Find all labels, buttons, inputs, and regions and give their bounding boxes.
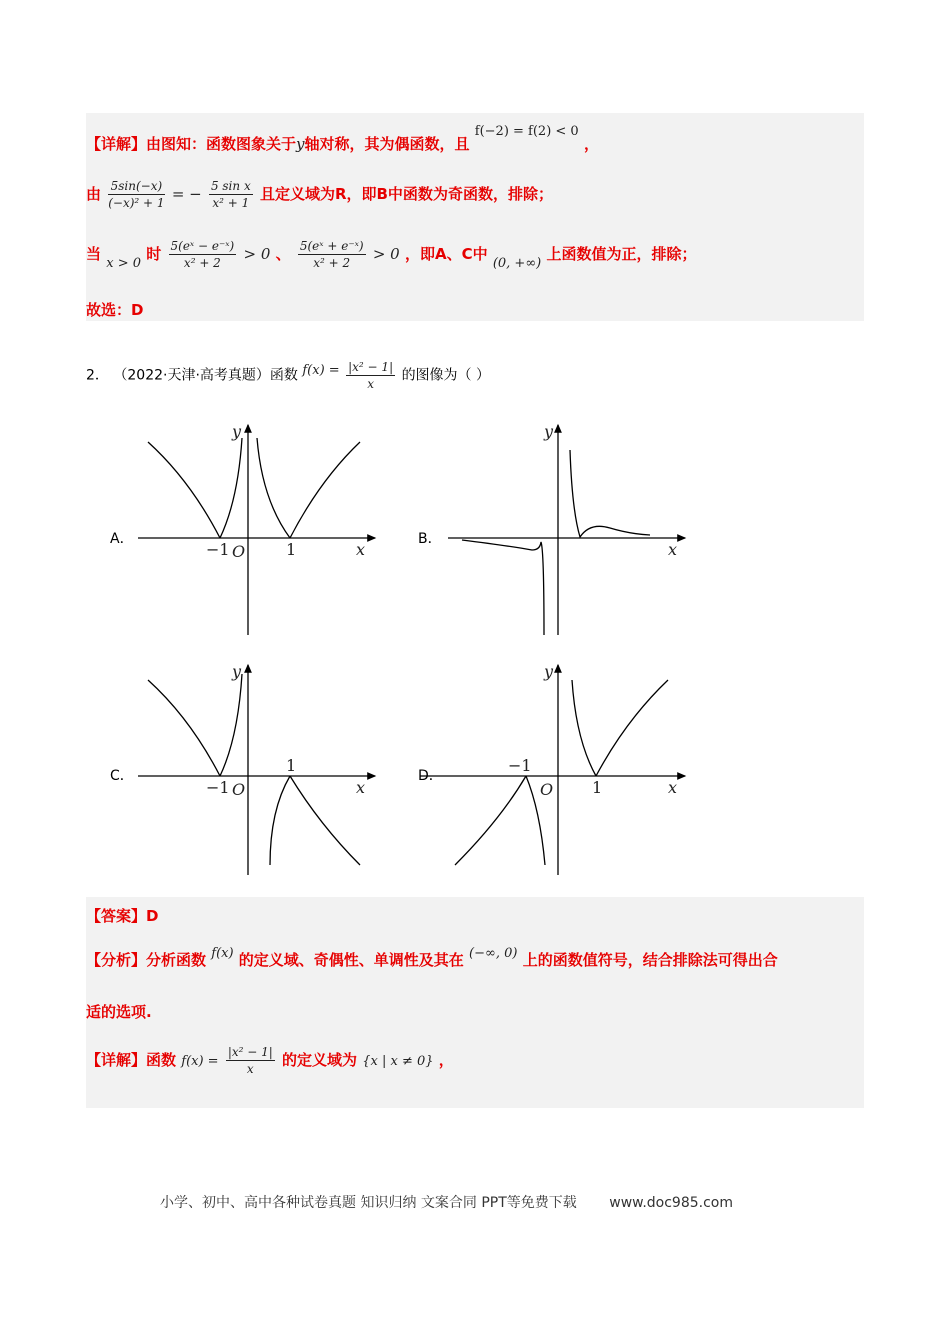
x-label: x xyxy=(356,778,366,797)
solution-line-4: 故选：D xyxy=(86,301,144,319)
solution-box-2 xyxy=(86,897,864,1108)
option-d-label[interactable]: D． xyxy=(418,768,443,784)
y-label: y xyxy=(544,662,554,681)
curve xyxy=(290,776,360,865)
y-label: y xyxy=(544,422,554,441)
solution-line-3: 当 x > 0 时 $\frac{\text{5(eˣ − e⁻ˣ)}}{\text{x² + 2}}$ > 0 、 $\frac{\text{5(eˣ + e⁻ˣ)}}{\text{x² + 2}}$ > 0 ，即A、C中 (0, +∞) 上函数值为正，排除； xyxy=(86,239,697,271)
tick-1: 1 xyxy=(286,756,297,775)
graph-d[interactable] xyxy=(440,660,700,880)
tick-neg1: −1 xyxy=(508,756,532,775)
answer-line: 【答案】D xyxy=(86,907,159,925)
curve xyxy=(596,680,668,776)
graph-b-svg xyxy=(440,420,700,640)
curve xyxy=(270,776,290,865)
origin-label: O xyxy=(540,780,554,799)
curve xyxy=(572,680,596,776)
option-a-label[interactable]: A． xyxy=(110,531,134,547)
math-inline: f(−2) = f(2) < 0 xyxy=(474,124,579,139)
detail-line: 【详解】函数 f(x) = $\frac{\text{|x² − 1|}}{x}$ 的定义域为 {x | x ≠ 0} ， xyxy=(86,1045,454,1076)
solution-line-2: 由 $\frac{5\sin(-x)}{\text{(−x)² + 1}}$ = − $\frac{\text{5 sin x}}{\text{x² + 1}}$ 且定义域为R，即B中函数为奇函数，排除； xyxy=(86,179,553,210)
curve xyxy=(462,540,544,635)
detail-tag: 【详解】 xyxy=(86,135,147,153)
graph-c-svg xyxy=(130,660,390,880)
origin-label: O xyxy=(232,780,246,799)
tick-neg1: −1 xyxy=(206,778,230,797)
fraction: $\frac{\text{|x² − 1|}}{x}$ xyxy=(227,1045,273,1076)
fraction: $\frac{5\sin(-x)}{\text{(−x)² + 1}}$ xyxy=(108,179,165,210)
y-label: y xyxy=(232,422,242,441)
graph-c[interactable] xyxy=(130,660,390,880)
curve xyxy=(220,674,242,776)
x-label: x xyxy=(668,540,678,559)
fraction: $\frac{\text{|x² − 1|}}{x}$ xyxy=(348,360,394,391)
graph-a-svg xyxy=(130,420,390,640)
analysis-line-1: 【分析】分析函数 f(x) 的定义域、奇偶性、单调性及其在 (−∞, 0) 上的函数值符号，结合排除法可得出合 xyxy=(86,946,778,969)
curve xyxy=(148,680,220,776)
question-2: 2． （2022·天津·高考真题）函数 f(x) = $\frac{\text{|x² − 1|}}{x}$ 的图像为（ ） xyxy=(86,360,491,391)
solution-line-1: 【详解】由图知：函数图象关于y轴对称，其为偶函数，且 f(−2) = f(2) < 0 ， xyxy=(86,124,599,153)
option-c-label[interactable]: C． xyxy=(110,768,134,784)
fraction: $\frac{\text{5(eˣ − e⁻ˣ)}}{\text{x² + 2}}$ xyxy=(170,239,235,270)
curve xyxy=(220,438,242,538)
curve xyxy=(290,442,360,538)
site-link[interactable]: www.doc985.com xyxy=(609,1195,733,1211)
y-label: y xyxy=(232,662,242,681)
tick-1: 1 xyxy=(286,540,297,559)
graph-d-svg xyxy=(440,660,700,880)
x-label: x xyxy=(356,540,366,559)
x-label: x xyxy=(668,778,678,797)
graph-b[interactable] xyxy=(440,420,700,640)
analysis-line-2: 适的选项. xyxy=(86,1003,152,1021)
fraction: $\frac{\text{5(eˣ + e⁻ˣ)}}{\text{x² + 2}}$ xyxy=(299,239,364,270)
origin-label: O xyxy=(232,542,246,561)
curve xyxy=(148,442,220,538)
curve xyxy=(257,438,290,538)
tick-1: 1 xyxy=(592,778,603,797)
tick-neg1: −1 xyxy=(206,540,230,559)
page-footer: 小学、初中、高中各种试卷真题 知识归纳 文案合同 PPT等免费下载 www.doc985.com xyxy=(160,1195,733,1211)
option-b-label[interactable]: B． xyxy=(418,531,442,547)
fraction: $\frac{\text{5 sin x}}{\text{x² + 1}}$ xyxy=(210,179,251,210)
curve xyxy=(455,776,526,865)
curve xyxy=(570,450,650,537)
graph-a[interactable] xyxy=(130,420,390,640)
solution-box-1 xyxy=(86,113,864,321)
